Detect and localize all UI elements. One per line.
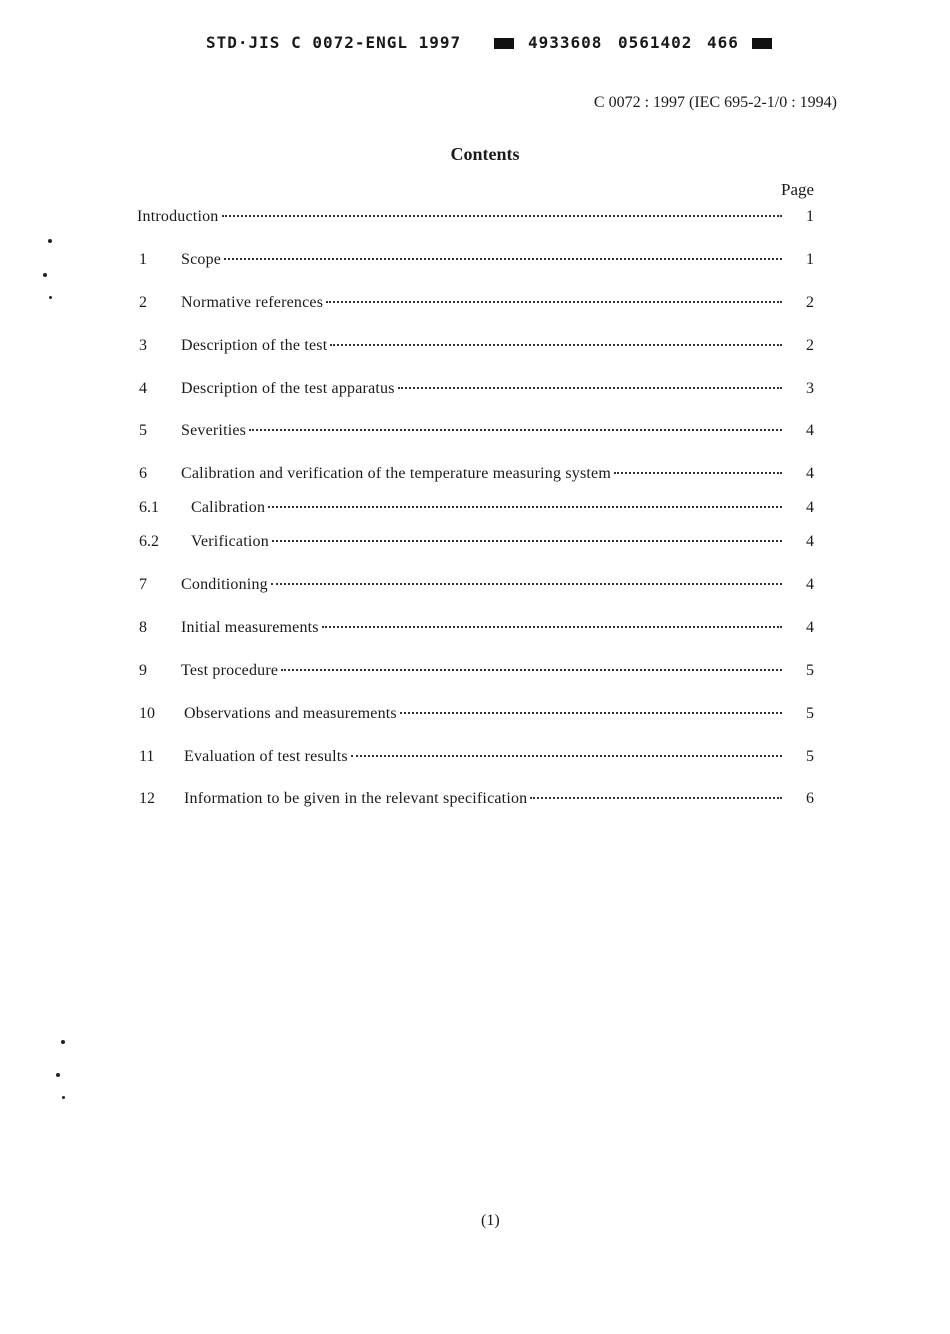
- scan-speck: [43, 273, 47, 277]
- dot-leader: [281, 669, 782, 671]
- toc-entry-number: 6.2: [139, 533, 159, 550]
- toc-entry-title: Calibration and verification of the temperature measuring system: [181, 465, 611, 482]
- toc-entry-number: 6: [139, 465, 147, 482]
- toc-entry: [137, 619, 822, 641]
- toc-entry-title: Description of the test: [181, 337, 328, 354]
- toc-entry-title: Initial measurements: [181, 619, 319, 636]
- toc-entry: [137, 576, 822, 598]
- toc-entry-number: 8: [139, 619, 147, 636]
- toc-entry-number: 12: [139, 790, 155, 807]
- toc-entry-title: Calibration: [191, 499, 266, 516]
- barcode-number-3: 466: [707, 33, 739, 52]
- toc-entry: [137, 748, 822, 770]
- toc-entry-page: 6: [806, 790, 814, 807]
- doc-code: STD·JIS C 0072-ENGL 1997: [206, 33, 462, 52]
- toc-entry: [137, 422, 822, 444]
- toc-entry: [137, 790, 822, 812]
- toc-entry-title: Observations and measurements: [184, 705, 397, 722]
- header-block-icon: [494, 33, 514, 52]
- dot-leader: [272, 540, 782, 542]
- toc-entry-page: 5: [806, 662, 814, 679]
- dot-leader: [222, 215, 783, 217]
- scan-speck: [49, 296, 52, 299]
- standard-id: C 0072 : 1997 (IEC 695-2-1/0 : 1994): [593, 94, 837, 111]
- toc-entry-page: 3: [806, 380, 814, 397]
- toc-entry: [137, 294, 822, 316]
- dot-leader: [326, 301, 782, 303]
- toc-entry-number: 7: [139, 576, 147, 593]
- page-number: (1): [481, 1212, 500, 1229]
- dot-leader: [271, 583, 782, 585]
- toc-entry: [137, 499, 822, 521]
- toc-entry-page: 1: [806, 251, 814, 268]
- toc-entry-page: 2: [806, 337, 814, 354]
- toc-entry-title: Normative references: [181, 294, 324, 311]
- toc-entry-page: 4: [806, 499, 814, 516]
- dot-leader: [398, 387, 782, 389]
- barcode-number-2: 0561402: [618, 33, 693, 52]
- toc-entry-number: 2: [139, 294, 147, 311]
- dot-leader: [614, 472, 782, 474]
- toc-entry: [137, 533, 822, 555]
- toc-entry-page: 2: [806, 294, 814, 311]
- dot-leader: [400, 712, 782, 714]
- toc-entry-number: 6.1: [139, 499, 159, 516]
- toc-entry-page: 1: [806, 208, 814, 225]
- toc-entry: [137, 380, 822, 402]
- toc-entry-title: Introduction: [137, 208, 219, 225]
- scan-speck: [56, 1073, 60, 1077]
- toc-entry-page: 4: [806, 533, 814, 550]
- toc-entry-number: 3: [139, 337, 147, 354]
- toc-entry-number: 11: [139, 748, 155, 765]
- toc-entry-title: Description of the test apparatus: [181, 380, 395, 397]
- toc-entry: [137, 251, 822, 273]
- toc-entry-number: 9: [139, 662, 147, 679]
- page-title: Contents: [450, 144, 520, 164]
- scan-speck: [61, 1040, 65, 1044]
- toc-entry-title: Verification: [191, 533, 269, 550]
- toc-entry-title: Evaluation of test results: [184, 748, 348, 765]
- toc-entry: [137, 465, 822, 487]
- dot-leader: [268, 506, 782, 508]
- toc-entry-title: Scope: [181, 251, 222, 268]
- toc-entry-number: 1: [139, 251, 147, 268]
- toc-entry-title: Test procedure: [181, 662, 279, 679]
- dot-leader: [530, 797, 782, 799]
- dot-leader: [224, 258, 782, 260]
- dot-leader: [249, 429, 782, 431]
- toc-entry-page: 4: [806, 422, 814, 439]
- barcode-number-1: 4933608: [528, 33, 603, 52]
- toc-entry: [137, 337, 822, 359]
- toc-entry-page: 4: [806, 619, 814, 636]
- scan-speck: [48, 239, 52, 243]
- toc-entry-page: 5: [806, 748, 814, 765]
- toc-entry: [137, 705, 822, 727]
- toc-entry-title: Conditioning: [181, 576, 268, 593]
- toc-entry-title: Severities: [181, 422, 247, 439]
- toc-entry-page: 4: [806, 465, 814, 482]
- toc-entry-number: 5: [139, 422, 147, 439]
- toc-entry: [137, 662, 822, 684]
- page-column-label: Page: [781, 180, 815, 199]
- header-block-icon: [752, 33, 772, 52]
- toc-entry-number: 10: [139, 705, 155, 722]
- dot-leader: [330, 344, 782, 346]
- toc-entry-number: 4: [139, 380, 147, 397]
- toc-entry-title: Information to be given in the relevant specification: [184, 790, 528, 807]
- toc-entry: [137, 208, 822, 230]
- scan-speck: [62, 1096, 65, 1099]
- toc-entry-page: 4: [806, 576, 814, 593]
- dot-leader: [322, 626, 782, 628]
- dot-leader: [351, 755, 782, 757]
- toc-entry-page: 5: [806, 705, 814, 722]
